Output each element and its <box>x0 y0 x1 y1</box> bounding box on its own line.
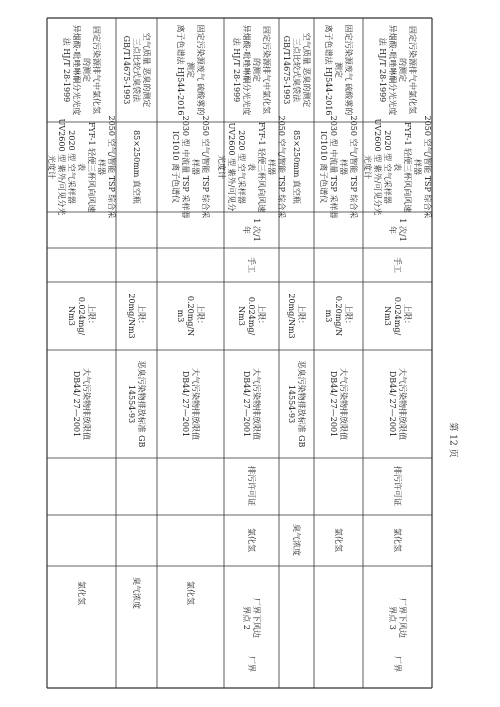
r1-standard: 大气污染物排放限值 DB44/ 27—2001 <box>72 368 91 440</box>
r3-equipment: 2050 空气/智能 TSP 综合采 样器 2030 型 中流量 TSP 采样器 IC1010 离子色谱仪 <box>171 115 210 219</box>
r3-standard: 大气污染物排放限值 DB44/ 27—2001 <box>181 368 200 440</box>
r7-standard: 大气污染物排放限值 DB44/ 27—2001 <box>388 368 407 440</box>
r6-standard: 大气污染物排放限值 DB44/ 27—2001 <box>329 368 348 440</box>
r1-method: 固定污染源排气中氯化氢 的测定 异烟酸-吡唑啉酮分光光度 法 HJ/T 28-1999 <box>62 24 101 116</box>
r7-frequency: 1 次/1 年 <box>388 218 407 242</box>
r4-limit: 上限： 0.024mg/ Nm3 <box>237 296 266 336</box>
r6-pollutant: 氯化氢 <box>334 528 343 552</box>
r2-limit: 上限： 20mg/Nm3 <box>127 293 146 339</box>
r6-method: 固定污染源废气 硫酸雾的 测定 离子色谱法 HJ544-2016 <box>324 24 353 116</box>
r7-method: 固定污染源排气中氯化氢 的测定 异烟酸-吡唑啉酮分光光度 法 HJ/T 28-1999 <box>378 24 417 116</box>
r2-equipment: 85×250mm 真空瓶 <box>132 130 141 204</box>
r7-point: 厂界下风边 界点 3 <box>388 598 407 638</box>
r7-location: 厂界 <box>393 656 402 672</box>
r6-limit: 上限： 0.20mg/N m3 <box>324 295 353 337</box>
r4-pollutant: 氯化氢 <box>247 528 256 552</box>
r7-limit: 上限： 0.024mg/ Nm3 <box>383 296 412 336</box>
r4-sampling: 手工 <box>247 257 256 273</box>
r1-limit: 上限： 0.024mg/ Nm3 <box>67 296 96 336</box>
r2-standard: 恶臭污染物排放标准 GB 14554-93 <box>127 360 146 448</box>
r7-equipment: 2050 空气/智能 TSP 综合采 样器 FYF-1 轻便三杯风向风速 表 2020 型 空气采样器 UV2600 型 紫外/可见分光 光度计 <box>363 115 432 219</box>
r5-pollutant: 臭气浓度 <box>292 524 301 556</box>
r3-method: 固定污染源废气 硫酸雾的 测定 离子色谱法 HJ544-2016 <box>176 24 205 116</box>
r5-standard: 恶臭污染物排放标准 GB 14554-93 <box>287 360 306 448</box>
r4-standard: 大气污染物排放限值 DB44/ 27—2001 <box>242 368 261 440</box>
r4-equipment: 2050 空气/智能 TSP 综合采 样器 FYF-1 轻便三杯风向风速 表 2020 型 空气采样器 UV2600 型 紫外/可见分 光度计 <box>217 115 286 219</box>
r6-equipment: 2050 空气/智能 TSP 综合采 样器 2030 型 中流量 TSP 采样器 IC1010 离子色谱仪 <box>319 115 358 219</box>
r4-method: 固定污染源排气中氯化氢 的测定 异烟酸-吡唑啉酮分光光度 法 HJ/T 28-1999 <box>232 24 271 116</box>
r7-pollutant: 氯化氢 <box>393 528 402 552</box>
r1-pollutant: 氯化氢 <box>77 581 86 605</box>
r7-permit: 排污许可证 <box>393 466 402 506</box>
r2-method: 空气质量 恶臭的测定 三点比较式臭袋法 GB/T14675-1993 <box>122 32 151 108</box>
r4-location: 厂界 <box>247 656 256 672</box>
r7-sampling: 手工 <box>393 257 402 273</box>
r2-pollutant: 臭气浓度 <box>132 577 141 609</box>
r1-equipment: 2050 空气/智能 TSP 综合采 样器 FYF-1 轻便三杯风向风速 表 2020 型 空气采样器 UV2600 型 紫外/可见分光 光度计 <box>47 115 116 219</box>
r4-frequency: 1 次/1 年 <box>242 218 261 242</box>
r5-equipment: 85×250mm 真空瓶 <box>292 130 301 204</box>
r5-limit: 上限： 20mg/Nm3 <box>287 293 306 339</box>
r4-point: 厂界下风边 界点 2 <box>242 598 261 638</box>
r3-pollutant: 氯化氢 <box>186 581 195 605</box>
r4-permit: 排污许可证 <box>247 466 256 506</box>
r3-limit: 上限： 0.20mg/N m3 <box>176 295 205 337</box>
page-number: 第 12 页 <box>447 422 458 458</box>
r5-method: 空气质量 恶臭的测定 三点比较式臭袋法 GB/T14675-1993 <box>282 32 311 108</box>
